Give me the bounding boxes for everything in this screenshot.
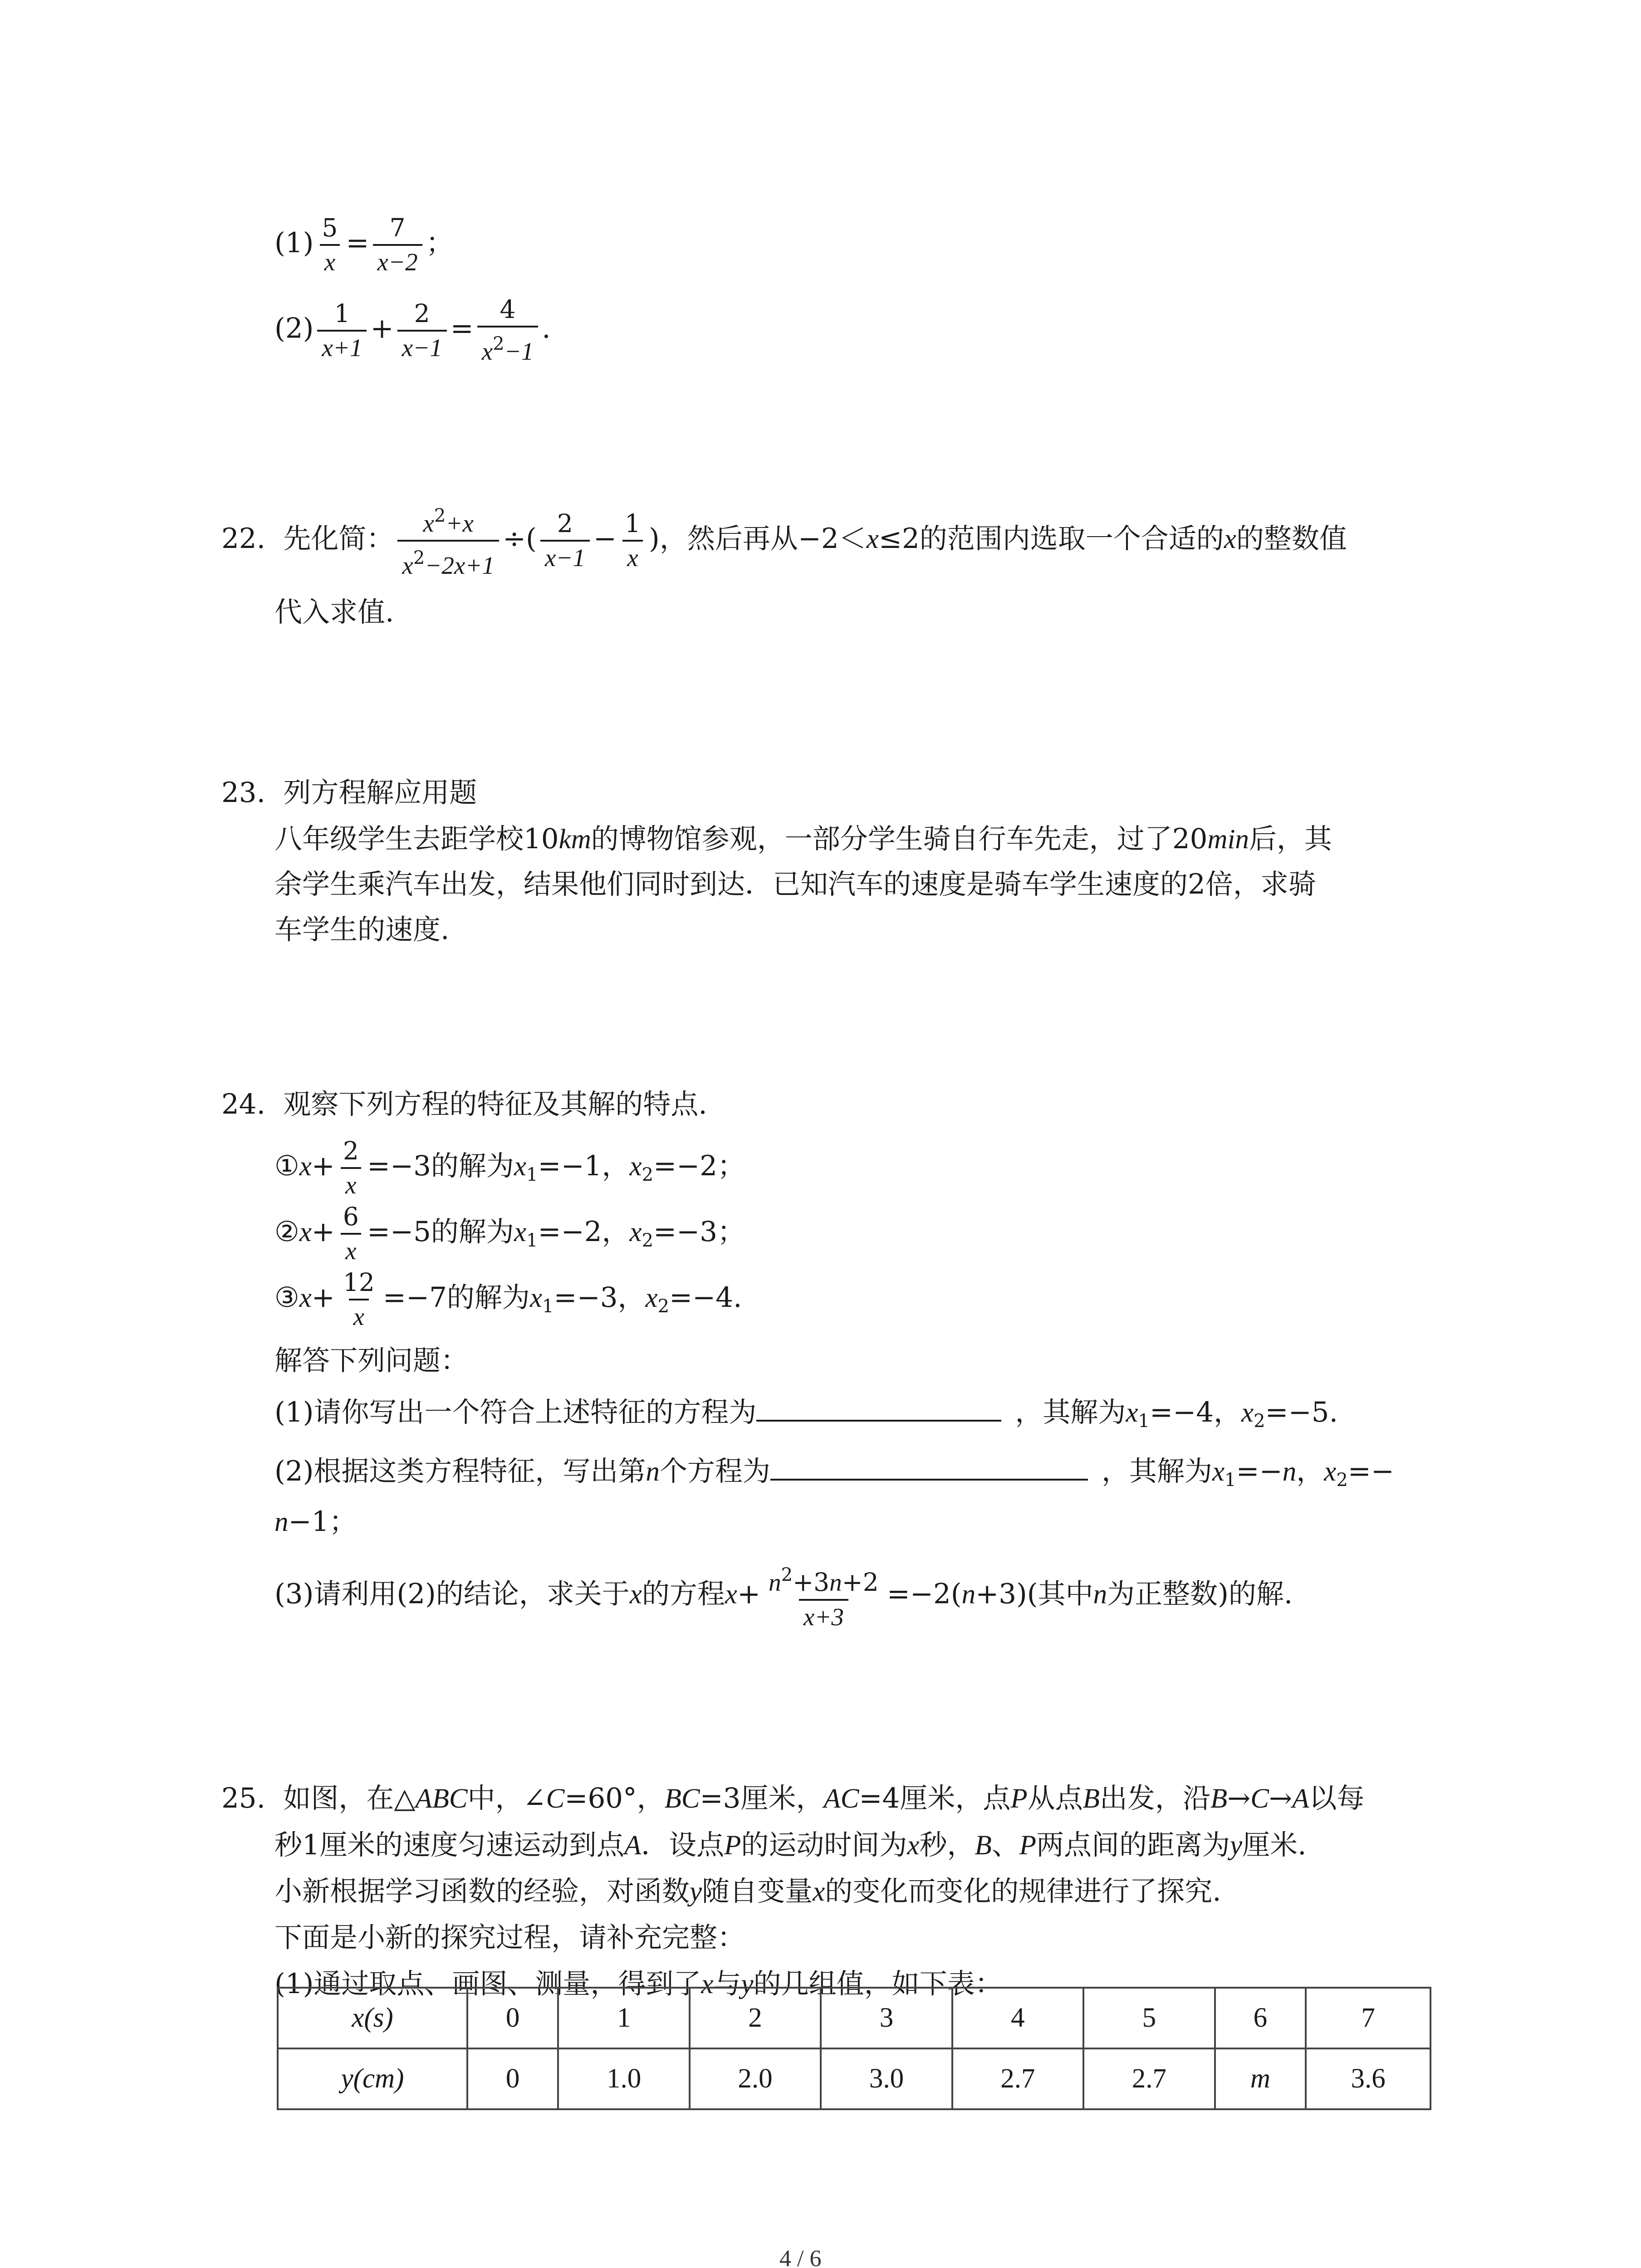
arrow-icon: → [1269,1782,1293,1814]
q25-line1 [221,1776,1364,1822]
subscript: 1 [1138,1411,1150,1432]
table-row-x [278,1988,1430,2048]
var: n [769,1569,781,1596]
numerator: 2 [557,509,573,538]
text: =−7的解为 [382,1281,530,1314]
question-number: 23. [221,777,266,809]
text: 以每 [1309,1782,1365,1814]
var: y [690,1877,702,1907]
unit: km [558,824,591,855]
q23-title [221,770,477,816]
plus: + [311,1150,335,1183]
text: =60°， [564,1782,665,1814]
text: (1)通过取点、画图、测量，得到了 [274,1968,701,2000]
text: 秒， [919,1829,975,1861]
var: y [741,1969,754,1999]
fraction [540,509,590,572]
exponent: 2 [434,505,446,526]
numerator [418,501,478,540]
fraction [338,1136,363,1200]
table-cell: 3.6 [1306,2048,1430,2109]
fraction [397,299,447,362]
var: P [1010,1784,1028,1814]
text: )，然后再从−2＜ [649,523,867,555]
part-label: (2) [274,312,314,345]
var: x [813,1877,825,1907]
value: =−2； [653,1150,745,1183]
numerator: 2 [343,1136,359,1165]
circled-number: ③ [274,1281,299,1314]
term: +x [446,509,474,537]
table-cell: 3.0 [821,2048,952,2109]
divide: ÷( [502,523,537,555]
denominator: x−1 [397,330,447,362]
value: =−4. [669,1281,742,1314]
value: =−4， [1149,1396,1242,1428]
term: +3 [793,1568,830,1597]
table-cell: 4 [952,1988,1083,2048]
denominator: x−2 [373,244,422,277]
text: +3)(其中 [975,1578,1093,1610]
q24-eq3 [274,1268,742,1331]
value: =−1， [538,1150,630,1183]
var: x [402,552,413,579]
var: P [724,1830,741,1861]
text: 、 [991,1829,1019,1861]
fraction [338,1202,363,1266]
table-header-y: y(cm) [278,2048,467,2109]
table-cell: 2 [690,1988,821,2048]
q25-line2 [274,1823,1307,1868]
var: y [1230,1830,1243,1861]
page-number: 4 / 6 [779,2246,822,2268]
var: B [975,1830,992,1861]
unit: min [1207,824,1249,855]
var: x [529,1283,543,1314]
q23-line3: 车学生的速度. [274,914,450,946]
var: n [646,1457,660,1487]
var: x [645,1283,658,1314]
table-cell: 5 [1083,1988,1215,2048]
subscript: 2 [642,1164,654,1186]
text: 个方程为 [659,1455,770,1487]
value: =−3； [653,1216,745,1248]
arrow-icon: → [1227,1782,1251,1814]
numerator [764,1560,883,1599]
value: =−3， [554,1281,646,1314]
q24-part2 [274,1447,1394,1503]
plus: + [311,1216,335,1248]
var: A [1292,1784,1309,1814]
plus: + [311,1281,335,1314]
text: ．设点 [641,1829,725,1861]
var: P [1019,1830,1037,1861]
subscript: 1 [526,1230,538,1251]
var: BC [664,1784,700,1814]
q24-part2-cont [274,1499,357,1545]
var: A [624,1830,642,1861]
q22-line2: 代入求值. [274,596,394,628]
q23-line2: 余学生乘汽车出发，结果他们同时到达．已知汽车的速度是骑车学生速度的2倍，求骑 [274,868,1316,900]
subscript: 2 [642,1230,654,1251]
var: x [514,1217,527,1248]
text: 中，∠ [467,1782,546,1814]
fraction [764,1560,883,1632]
text: =−5的解为 [367,1216,514,1248]
denominator [397,540,499,580]
text: =−3的解为 [367,1150,514,1183]
fraction [338,1268,379,1331]
table-cell: 1.0 [558,2048,689,2109]
punct: ； [426,227,454,259]
var: x [514,1151,527,1182]
equals: = [346,227,369,259]
text: 厘米. [1242,1829,1307,1861]
table-cell: 6 [1215,1988,1306,2048]
text: −1； [288,1505,357,1538]
text: ，其解为 [1015,1396,1126,1428]
var: n [829,1569,842,1596]
table-cell-unknown-m: m [1215,2048,1306,2109]
var: n [274,1507,289,1537]
text: 后，其 [1249,823,1332,855]
numerator: 12 [343,1268,375,1297]
var: B [1083,1784,1100,1814]
exponent: 2 [781,1564,793,1585]
text: (3)请利用(2)的结论，求关于 [274,1578,630,1610]
punct: ， [1296,1455,1324,1487]
q25-line3 [274,1869,1221,1915]
text: ≤2的范围内选取一个合适的 [878,523,1224,555]
answer-blank-2[interactable] [770,1447,1088,1481]
question-number: 22. [221,523,266,555]
term: −1 [504,337,534,365]
var: x [725,1579,737,1610]
plus: + [737,1578,761,1610]
q24-eq2 [274,1202,745,1266]
var: C [1250,1784,1269,1814]
q24-ask: 解答下列问题： [274,1344,469,1377]
var: x [701,1969,714,1999]
var: n [961,1579,976,1610]
table-cell: 7 [1306,1988,1430,2048]
table-cell: 0 [467,2048,558,2109]
var: AC [823,1784,859,1814]
var: x [1241,1398,1254,1428]
table-row-y [278,2048,1430,2109]
value: =− [1236,1455,1283,1487]
text: 随自变量 [702,1875,813,1907]
text: 的博物馆参观，一部分学生骑自行车先走，过了20 [591,823,1208,855]
denominator: x [341,1167,361,1200]
value: =−5. [1265,1396,1338,1428]
var: x [907,1830,920,1861]
subscript: 1 [1225,1470,1236,1491]
var: x [1126,1398,1138,1428]
exponent: 2 [493,333,505,354]
punct: . [542,312,551,345]
text: 与 [713,1968,741,2000]
value: =− [1347,1455,1394,1487]
q22-line1 [221,501,1347,580]
table-cell: 2.0 [690,2048,821,2109]
denominator: x [622,540,642,572]
text: 两点间的距离为 [1036,1829,1230,1861]
var: x [299,1151,312,1182]
text: =−2( [887,1578,962,1610]
circled-number: ② [274,1216,299,1248]
q21-part1 [274,213,454,277]
part-label: (1) [274,227,314,259]
answer-blank-1[interactable] [756,1388,1001,1422]
var: x [299,1283,312,1314]
question-number: 25. [221,1782,266,1814]
term: −2x+1 [425,552,495,579]
var: x [481,337,493,365]
denominator [477,326,539,366]
fraction [373,213,422,277]
q21-part2 [274,295,551,366]
text: 的变化而变化的规律进行了探究. [825,1875,1221,1907]
numerator: 1 [334,298,350,328]
question-title: 观察下列方程的特征及其解的特点. [283,1088,707,1120]
fraction [477,295,539,366]
table-cell: 2.7 [952,2048,1083,2109]
text: (1)请你写出一个符合上述特征的方程为 [274,1396,757,1428]
numerator: 4 [500,295,516,324]
var: n [1093,1579,1107,1610]
equals: = [450,312,474,345]
text: 的运动时间为 [741,1829,907,1861]
var: x [629,1579,642,1610]
text: 的整数值 [1236,523,1347,555]
xy-value-table [277,1987,1431,2110]
subscript: 2 [1336,1470,1348,1491]
numerator: 1 [625,509,641,538]
var: n [1282,1457,1297,1487]
question-title: 列方程解应用题 [283,777,477,809]
numerator: 6 [343,1202,359,1231]
table-cell: 0 [467,1988,558,2048]
q24-part3 [274,1560,1293,1632]
text: =3厘米， [700,1782,824,1814]
denominator: x−1 [540,540,590,572]
denominator: x [349,1299,369,1331]
numerator: 5 [322,213,338,242]
var: B [1210,1784,1228,1814]
q24-title [221,1082,707,1127]
subscript: 2 [1254,1411,1265,1432]
text: 从点 [1027,1782,1083,1814]
table-cell: 3 [821,1988,952,2048]
table-cell: 1 [558,1988,689,2048]
value: =−2， [538,1216,630,1248]
table-header-x: x(s) [278,1988,467,2048]
text: =4厘米，点 [859,1782,1011,1814]
var: x [866,524,879,555]
text: ，其解为 [1101,1455,1212,1487]
text: 的方程 [642,1578,725,1610]
var: x [629,1151,642,1182]
question-number: 24. [221,1088,266,1120]
q23-line1 [274,816,1332,862]
fraction [620,509,645,572]
numerator: 2 [414,298,430,328]
text: 小新根据学习函数的经验，对函数 [274,1875,690,1907]
text: 出发，沿 [1099,1782,1210,1814]
text: 八年级学生去距学校10 [274,823,559,855]
q24-part1 [274,1388,1338,1444]
text: 为正整数)的解. [1107,1578,1293,1610]
denominator: x+1 [317,330,367,362]
var: x [1224,524,1236,555]
q24-eq1 [274,1136,745,1200]
fraction [397,501,499,580]
q25-line4: 下面是小新的探究过程，请补充完整： [274,1921,745,1954]
text: 的几组值，如下表： [753,1968,1003,2000]
denominator: x [341,1233,361,1266]
numerator: 7 [389,213,406,242]
var: x [629,1217,642,1248]
subscript: 2 [657,1296,670,1317]
denominator: x+3 [799,1599,848,1632]
text: 如图，在△ [283,1782,416,1814]
question-lead: 先化简： [283,523,394,555]
fraction [317,213,342,277]
var: x [1212,1457,1225,1487]
exponent: 2 [413,547,425,568]
table-cell: 2.7 [1083,2048,1215,2109]
subscript: 1 [526,1164,538,1186]
text: 秒1厘米的速度匀速运动到点 [274,1829,624,1861]
var: C [546,1784,565,1814]
var: x [423,509,434,537]
plus: + [370,312,394,345]
subscript: 1 [542,1296,554,1317]
text: (2)根据这类方程特征，写出第 [274,1455,646,1487]
var: ABC [415,1784,468,1814]
var: x [299,1217,312,1248]
fraction [317,299,367,362]
circled-number: ① [274,1150,299,1183]
denominator: x [320,244,340,277]
var: x [1324,1457,1337,1487]
minus: − [593,523,617,555]
term: +2 [842,1568,879,1597]
